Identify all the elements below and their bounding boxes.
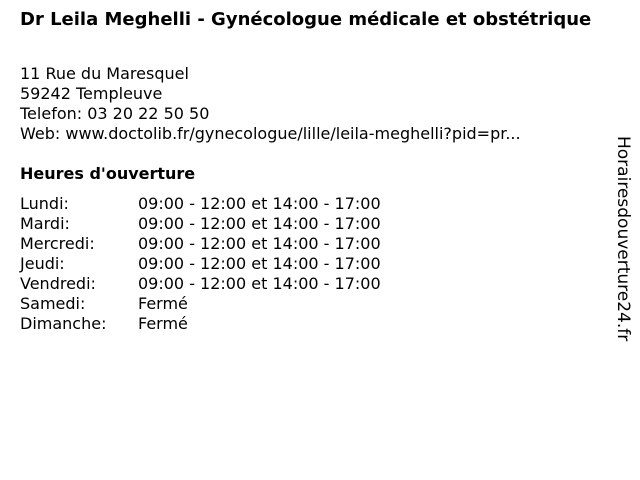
hours-row-wednesday — [20, 234, 381, 254]
street-address: 11 Rue du Maresquel — [20, 64, 189, 83]
website-link: Web: www.doctolib.fr/gynecologue/lille/leila-meghelli?pid=pr... — [20, 124, 521, 143]
day-hours: Fermé — [138, 294, 188, 313]
day-label: Jeudi: — [20, 254, 65, 273]
page-title: Dr Leila Meghelli - Gynécologue médicale et obstétrique — [20, 9, 592, 30]
day-hours: 09:00 - 12:00 et 14:00 - 17:00 — [138, 194, 381, 213]
hours-row-tuesday — [20, 214, 381, 234]
day-label: Mardi: — [20, 214, 70, 233]
hours-row-sunday — [20, 314, 381, 334]
day-hours: 09:00 - 12:00 et 14:00 - 17:00 — [138, 274, 381, 293]
day-hours: 09:00 - 12:00 et 14:00 - 17:00 — [138, 254, 381, 273]
day-label: Lundi: — [20, 194, 69, 213]
day-label: Vendredi: — [20, 274, 96, 293]
phone-number: Telefon: 03 20 22 50 50 — [20, 104, 210, 123]
hours-row-monday — [20, 194, 381, 214]
day-hours: 09:00 - 12:00 et 14:00 - 17:00 — [138, 234, 381, 253]
watermark-text: Horairesdouverture24.fr — [613, 136, 633, 342]
hours-row-friday — [20, 274, 381, 294]
opening-hours-heading: Heures d'ouverture — [20, 164, 196, 183]
day-label: Dimanche: — [20, 314, 107, 333]
opening-hours-table — [20, 194, 381, 334]
hours-row-thursday — [20, 254, 381, 274]
day-hours: 09:00 - 12:00 et 14:00 - 17:00 — [138, 214, 381, 233]
hours-row-saturday — [20, 294, 381, 314]
day-hours: Fermé — [138, 314, 188, 333]
city-postcode: 59242 Templeuve — [20, 84, 163, 103]
day-label: Mercredi: — [20, 234, 95, 253]
site-watermark — [612, 136, 634, 372]
address-block — [20, 64, 521, 144]
day-label: Samedi: — [20, 294, 86, 313]
